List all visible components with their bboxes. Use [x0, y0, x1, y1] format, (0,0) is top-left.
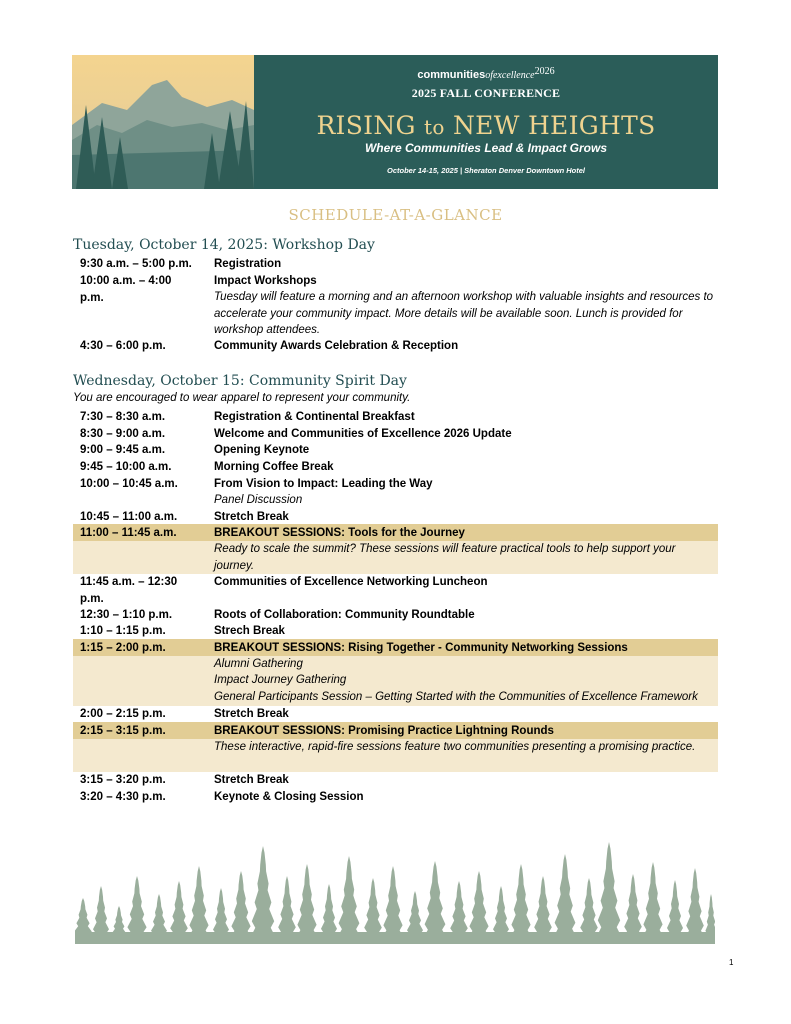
- page-number: 1: [729, 958, 734, 967]
- session-item: Impact Journey Gathering: [214, 674, 347, 686]
- pine-tree: [491, 886, 511, 940]
- row-title: Impact Workshops: [214, 275, 317, 287]
- row-time: 10:00 a.m. – 4:00 p.m.: [80, 275, 172, 304]
- schedule-row: [73, 442, 718, 459]
- breakout-row: [73, 639, 718, 656]
- row-title: Welcome and Communities of Excellence 2026 Update: [214, 428, 512, 440]
- pine-tree: [509, 864, 533, 940]
- row-time: 3:15 – 3:20 p.m.: [80, 774, 166, 786]
- schedule-row: [73, 273, 718, 339]
- schedule-row: [73, 607, 718, 624]
- day2-heading: Wednesday, October 15: Community Spirit Day: [73, 373, 407, 389]
- pine-tree: [467, 871, 491, 940]
- pine-tree: [622, 874, 644, 940]
- row-time: 9:30 a.m. – 5:00 p.m.: [80, 258, 192, 270]
- schedule-row: [73, 789, 718, 806]
- schedule-row: [73, 476, 718, 509]
- row-title: BREAKOUT SESSIONS: Promising Practice Lightning Rounds: [214, 725, 554, 737]
- breakout-detail-row: [73, 541, 718, 574]
- pine-tree: [229, 871, 253, 940]
- row-time: 11:45 a.m. – 12:30 p.m.: [80, 576, 178, 605]
- row-time: 10:00 – 10:45 a.m.: [80, 478, 178, 490]
- pine-tree: [319, 884, 339, 940]
- pine-tree: [684, 868, 706, 940]
- row-time: 9:00 – 9:45 a.m.: [80, 444, 166, 456]
- row-title: Communities of Excellence Networking Luncheon: [214, 576, 488, 588]
- row-detail: Tuesday will feature a morning and an afternoon workshop with valuable insights and resources to accelerate your community impact. More details will be available soon. Lunch is provided for workshop attendees.: [214, 291, 714, 336]
- forest-trees-illustration: [75, 836, 715, 944]
- mountain-landscape-illustration: [72, 55, 254, 189]
- pine-tree: [578, 878, 600, 940]
- schedule-row: [73, 574, 718, 607]
- row-detail: Ready to scale the summit? These sessions will feature practical tools to help support your journey.: [214, 543, 676, 572]
- pine-tree: [448, 881, 470, 940]
- conference-banner: [72, 55, 718, 189]
- banner-text-block: [254, 55, 718, 189]
- brand-year: 2026: [534, 66, 555, 77]
- pine-tree: [276, 876, 298, 940]
- row-time: 8:30 – 9:00 a.m.: [80, 428, 166, 440]
- row-detail: Panel Discussion: [214, 494, 303, 506]
- schedule-row: [73, 409, 718, 426]
- schedule-row: [73, 459, 718, 476]
- row-time: 9:45 – 10:00 a.m.: [80, 461, 172, 473]
- pine-tree: [91, 886, 111, 940]
- row-title: Opening Keynote: [214, 444, 310, 456]
- row-title: Roots of Collaboration: Community Roundtable: [214, 609, 475, 621]
- day2-note: You are encouraged to wear apparel to represent your community.: [73, 392, 411, 404]
- row-time: 2:00 – 2:15 p.m.: [80, 708, 166, 720]
- pine-tree: [125, 876, 149, 940]
- row-title: Stretch Break: [214, 774, 289, 786]
- pine-tree: [168, 881, 190, 940]
- row-title: BREAKOUT SESSIONS: Tools for the Journey: [214, 527, 465, 539]
- schedule-row: [73, 509, 718, 525]
- row-title: Strech Break: [214, 625, 285, 637]
- row-time: 1:10 – 1:15 p.m.: [80, 625, 166, 637]
- row-time: 2:15 – 3:15 p.m.: [80, 725, 166, 737]
- row-title: Community Awards Celebration & Reception: [214, 340, 459, 352]
- row-title: Morning Coffee Break: [214, 461, 334, 473]
- breakout-row: [73, 524, 718, 541]
- row-time: 1:15 – 2:00 p.m.: [80, 642, 166, 654]
- row-title: Registration: [214, 258, 282, 270]
- breakout-detail-row: [73, 656, 718, 706]
- row-title: Registration & Continental Breakfast: [214, 411, 415, 423]
- pine-tree: [381, 866, 405, 940]
- row-time: 3:20 – 4:30 p.m.: [80, 791, 166, 803]
- pine-tree: [249, 846, 277, 940]
- row-time: 4:30 – 6:00 p.m.: [80, 340, 166, 352]
- row-title: Keynote & Closing Session: [214, 791, 364, 803]
- pine-tree: [665, 880, 685, 940]
- row-title: Stretch Break: [214, 708, 289, 720]
- row-time: 12:30 – 1:10 p.m.: [80, 609, 173, 621]
- schedule-row: [73, 256, 718, 273]
- conference-tagline: Where Communities Lead & Impact Grows: [364, 141, 608, 155]
- row-time: 7:30 – 8:30 a.m.: [80, 411, 166, 423]
- conference-date-location: October 14-15, 2025 | Sheraton Denver Downtown Hotel: [387, 166, 585, 175]
- headline-new-heights: NEW HEIGHTS: [452, 111, 656, 140]
- schedule-row: [73, 772, 718, 789]
- pine-tree: [641, 862, 665, 940]
- schedule-row: [73, 426, 718, 443]
- row-time: 11:00 – 11:45 a.m.: [80, 527, 177, 539]
- brand-of-excellence: ofexcellence: [485, 70, 535, 81]
- pine-tree: [362, 878, 384, 940]
- conference-name: 2025 FALL CONFERENCE: [411, 86, 561, 100]
- day1-heading: Tuesday, October 14, 2025: Workshop Day: [73, 237, 375, 253]
- pine-tree: [336, 856, 362, 940]
- session-item: General Participants Session – Getting Started with the Communities of Excellence Framework: [214, 691, 698, 703]
- breakout-row: [73, 722, 718, 739]
- schedule-title: SCHEDULE-AT-A-GLANCE: [288, 206, 503, 224]
- headline-rising: RISING: [316, 111, 416, 140]
- schedule-row: [73, 623, 718, 639]
- conference-headline: [254, 111, 718, 140]
- row-title: Stretch Break: [214, 511, 289, 523]
- row-title: BREAKOUT SESSIONS: Rising Together - Community Networking Sessions: [214, 642, 628, 654]
- row-detail: These interactive, rapid-fire sessions feature two communities presenting a promising practice.: [214, 741, 696, 753]
- session-item: Alumni Gathering: [214, 658, 303, 670]
- schedule-row: [73, 706, 718, 723]
- pine-tree: [295, 864, 319, 940]
- pine-tree: [532, 876, 554, 940]
- schedule-row: [73, 338, 718, 355]
- headline-to: to: [424, 115, 445, 139]
- pine-tree: [595, 842, 623, 940]
- brand-name: communities: [417, 69, 486, 81]
- pine-tree: [422, 861, 448, 940]
- brand-logo: [254, 66, 718, 81]
- breakout-detail-row: [73, 739, 718, 772]
- row-title: From Vision to Impact: Leading the Way: [214, 478, 433, 490]
- pine-tree: [552, 854, 578, 940]
- row-time: 10:45 – 11:00 a.m.: [80, 511, 178, 523]
- pine-tree: [187, 866, 211, 940]
